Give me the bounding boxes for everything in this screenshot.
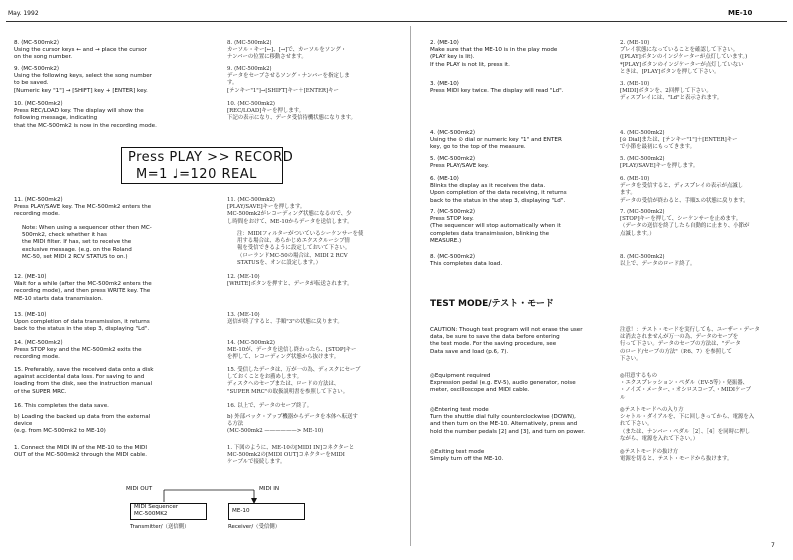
left-step-13: 13. ⟨ME-10⟩ Upon completion of data transmission, it returns back to the status in the step 3, displaying "Ld". <box>14 312 150 333</box>
right-step-3: 3. ⟨ME-10⟩ Press MIDI key twice. The display will read "Ld". <box>430 81 564 95</box>
test-mode-title: TEST MODE/テスト・モード <box>430 299 554 309</box>
right-jp-step-4: 4. ⟨MC-500mk2⟩ [⊙ Dial]または、[テンキー"1"]＋[ENTER]キー で小節を最初にもってきます。 <box>620 130 738 151</box>
left-jp-section-b: b) 外部バック・アップ機器からデータを本体へ転送す る方法 (MC-500mk2 ——————> ME-10) <box>227 414 358 435</box>
header-model: ME-10 <box>728 9 753 17</box>
right-step-6: 6. ⟨ME-10⟩ Blinks the display as it receives the data. Upon completion of the data receiving, it returns back to the status in the step 3, displaying "Ld". <box>430 176 567 204</box>
left-step-14: 14. ⟨MC-500mk2⟩ Press STOP key and the MC-500mk2 exits the recording mode. <box>14 340 142 361</box>
me10-box: ME-10 <box>228 503 305 520</box>
jp-caution: 注意！：テスト・モードを実行しても、ユーザー・データ は消去されませんが万一の為、データのセーブを 行って下さい。データのセーブの方法は、"データ のロード/セーブの方法"（P.6、7）を参照して 下さい。 <box>620 327 760 362</box>
right-jp-step-2: 2. ⟨ME-10⟩ プレイ状態になっていることを確認して下さい。 ([PLAY]ボタンのインジケーターが点灯しています。) *[PLAY]ボタンのインジケーターが点灯していない ときは、[PLAY]ボタンを押して下さい。 <box>620 40 748 75</box>
right-jp-step-7: 7. ⟨MC-500mk2⟩ [STOP]キーを押して、シーケンサーを止めます。 （データの送信を終了したら自動的に止まり、小節が 点滅します。） <box>620 209 750 237</box>
right-jp-step-5: 5. ⟨MC-500mk2⟩ [PLAY/SAVE]キーを押します。 <box>620 156 699 170</box>
right-jp-step-6: 6. ⟨ME-10⟩ データを受信すると、ディスプレイの表示が点滅し ます。 データの受信が終わると、手順3.の状態に戻ります。 <box>620 176 749 204</box>
right-jp-step-3: 3. ⟨ME-10⟩ [MIDI]ボタンを、2回押して下さい。 ディスプレイには、"Ld"と表示されます。 <box>620 81 723 102</box>
left-step-10: 10. ⟨MC-500mk2⟩ Press REC/LOAD key. The display will show the following message, indicating that the MC-500mk2 is now in the recording mode. <box>14 101 157 129</box>
entering-test-mode: ◎Entering test mode Turn the shuttle dial fully counterclockwise (DOWN), and then turn on the ME-10. Alternatively, press and hold the number pedals [2] and [3], and turn on power. <box>430 407 585 435</box>
left-note: Note: When using a sequencer other then MC- 500mk2, check whether it has the MIDI filter. If has, set to receive the exclusive message. (e.g. on the Roland MC-50, set MIDI 2 RCV STATUS to on.) <box>22 225 152 260</box>
caution-text: CAUTION: Though test program will not erase the user data, be sure to save the data before entering the test mode. For the saving procedure, see Data save and load (p.6, 7). <box>430 327 583 355</box>
lcd-line-2: M=1 ♩=120 REAL <box>136 167 257 182</box>
left-jp-note: 注：MIDIフィルターがついているシーケンサーを使 用する場合は、あらかじめエクスクルーシブ情 報を受信できるように設定しておいて下さい。 （ローランドMC-50の場合は、MIDI 2 RCV STATUSを、オンに設定します。） <box>237 231 364 266</box>
left-jp-step-14: 14. ⟨MC-500mk2⟩ ME-10が、データを送信し終わったら、[STOP]キー を押して、レコーディング状態から抜けます。 <box>227 340 357 361</box>
left-jp-step-11: 11. ⟨MC-500mk2⟩ [PLAY/SAVE]キーを押します。 MC-500mk2がレコーディング状態になるので、少 し時間をおけて、ME-10からデータを送信します。 <box>227 197 353 225</box>
header-date: May. 1992 <box>8 10 39 17</box>
midi-sequencer-box: MIDI Sequencer MC-500MK2 <box>130 503 207 520</box>
exiting-test-mode: ◎Exiting test mode Simply turn off the ME-10. <box>430 449 504 463</box>
right-step-4: 4. ⟨MC-500mk2⟩ Using the ⊙ dial or numeric key "1" and ENTER key, go to the top of the measure. <box>430 130 562 151</box>
left-section-b: b) Loading the backed up data from the external device (e.g. from MC-500mk2 to ME-10) <box>14 414 151 435</box>
jp-equipment: ◎用意するもの ・エクスプレッション・ペダル（EV-5等）・発振器、 ・ノイズ・メーター、・オシロスコープ、・MIDIケーブ ル <box>620 373 751 401</box>
jp-exiting: ◎テストモードの抜け方 電源を切ると、テスト・モードから抜けます。 <box>620 449 733 463</box>
transmitter-caption: Transmitter/（送信側） <box>130 524 190 530</box>
right-step-5: 5. ⟨MC-500mk2⟩ Press PLAY/SAVE key. <box>430 156 489 170</box>
left-step-16: 16. This completes the data save. <box>14 403 109 409</box>
page-divider <box>410 26 411 546</box>
header-rule <box>6 21 787 22</box>
right-step-7: 7. ⟨MC-500mk2⟩ Press STOP key. (The sequencer will stop automatically when it completes data transimission, blinking the MEASURE.) <box>430 209 561 244</box>
left-jp-step-13: 13. ⟨ME-10⟩ 送信が終了すると、手順"3"の状態に戻ります。 <box>227 312 343 326</box>
left-jp-step-10: 10. ⟨MC-500mk2⟩ [REC/LOAD]キーを押します。 下記の表示になり、データ受信待機状態になります。 <box>227 101 356 122</box>
right-step-8: 8. ⟨MC-500mk2⟩ This completes data load. <box>430 254 503 268</box>
left-step-1: 1. Connect the MIDI IN of the ME-10 to the MIDI OUT of the MC-500mk2 through the MIDI cable. <box>14 445 148 459</box>
left-jp-step-12: 12. ⟨ME-10⟩ [WRITE]ボタンを押すと、データが転送されます。 <box>227 274 353 288</box>
left-jp-step-15: 15. 受信したデータは、万が一の為、ディスクにセーブ しておくことをお薦めします。 ディスクへのセーブまたは、ロードの方法は、 "SUPER MRC"の取扱説明書を参照して下さい。 <box>227 367 361 395</box>
midi-in-label: MIDI IN <box>259 486 280 492</box>
left-step-9: 9. ⟨MC-500mk2⟩ Using the following keys, select the song number to be saved. [Numeric key "1"] → [SHIFT] key + [ENTER] key. <box>14 66 152 94</box>
left-jp-step-1: 1. 下図のように、ME-10の[MIDI IN]コネクターと MC-500mk2の[MIDI OUT]コネクターをMIDI ケーブルで接続します。 <box>227 445 355 466</box>
left-jp-step-16: 16. 以上で、データのセーブ終了。 <box>227 403 313 409</box>
right-step-2: 2. ⟨ME-10⟩ Make sure that the ME-10 is in the play mode (PLAY key is lit). If the PLAY is not lit, press it. <box>430 40 558 68</box>
receiver-caption: Receiver/（受信側） <box>228 524 281 530</box>
right-jp-step-8: 8. ⟨MC-500mk2⟩ 以上で、データのロード終了。 <box>620 254 696 268</box>
left-step-15: 15. Preferably, save the received data onto a disk against accidental data loss. For saving to and loading from the disk, see the instruction manual of the SUPER MRC. <box>14 367 154 395</box>
page-number: 7 <box>771 542 775 549</box>
left-step-8: 8. ⟨MC-500mk2⟩ Using the cursor keys ← and → place the cursor on the song number. <box>14 40 147 61</box>
lcd-display <box>121 147 294 184</box>
midi-out-label: MIDI OUT <box>126 486 153 492</box>
equipment-required: ◎Equipment required Expression pedal (e.g. EV-5), audio generator, noise meter, oscilloscope and MIDI cable. <box>430 373 576 394</box>
left-jp-step-9: 9. ⟨MC-500mk2⟩ データをセーブさせるソング・ナンバーを指定しま す。 [テンキー"1"]→[SHIFT]キー＋[ENTER]キー <box>227 66 350 94</box>
left-step-12: 12. ⟨ME-10⟩ Wait for a while (after the MC-500mk2 enters the recording mode), and then press WRITE key. The ME-10 starts data transmission. <box>14 274 152 302</box>
left-step-11: 11. ⟨MC-500mk2⟩ Press PLAY/SAVE key. The MC-500mk2 enters the recording mode. <box>14 197 152 218</box>
lcd-line-1: Press PLAY >> RECORD <box>128 150 294 165</box>
jp-entering: ◎テストモードへの入り方 シャトル・ダイアルを、下に回しきってから、電源を入 れて下さい。 （または、ナンバー・ペダル［2］、［4］を同時に押し ながら、電源を入れて下さい。） <box>620 407 755 442</box>
left-jp-step-8: 8. ⟨MC-500mk2⟩ カーソル・キー[←]、[→]で、カーソルをソング・ ナンバーの位置に移動させます。 <box>227 40 347 61</box>
